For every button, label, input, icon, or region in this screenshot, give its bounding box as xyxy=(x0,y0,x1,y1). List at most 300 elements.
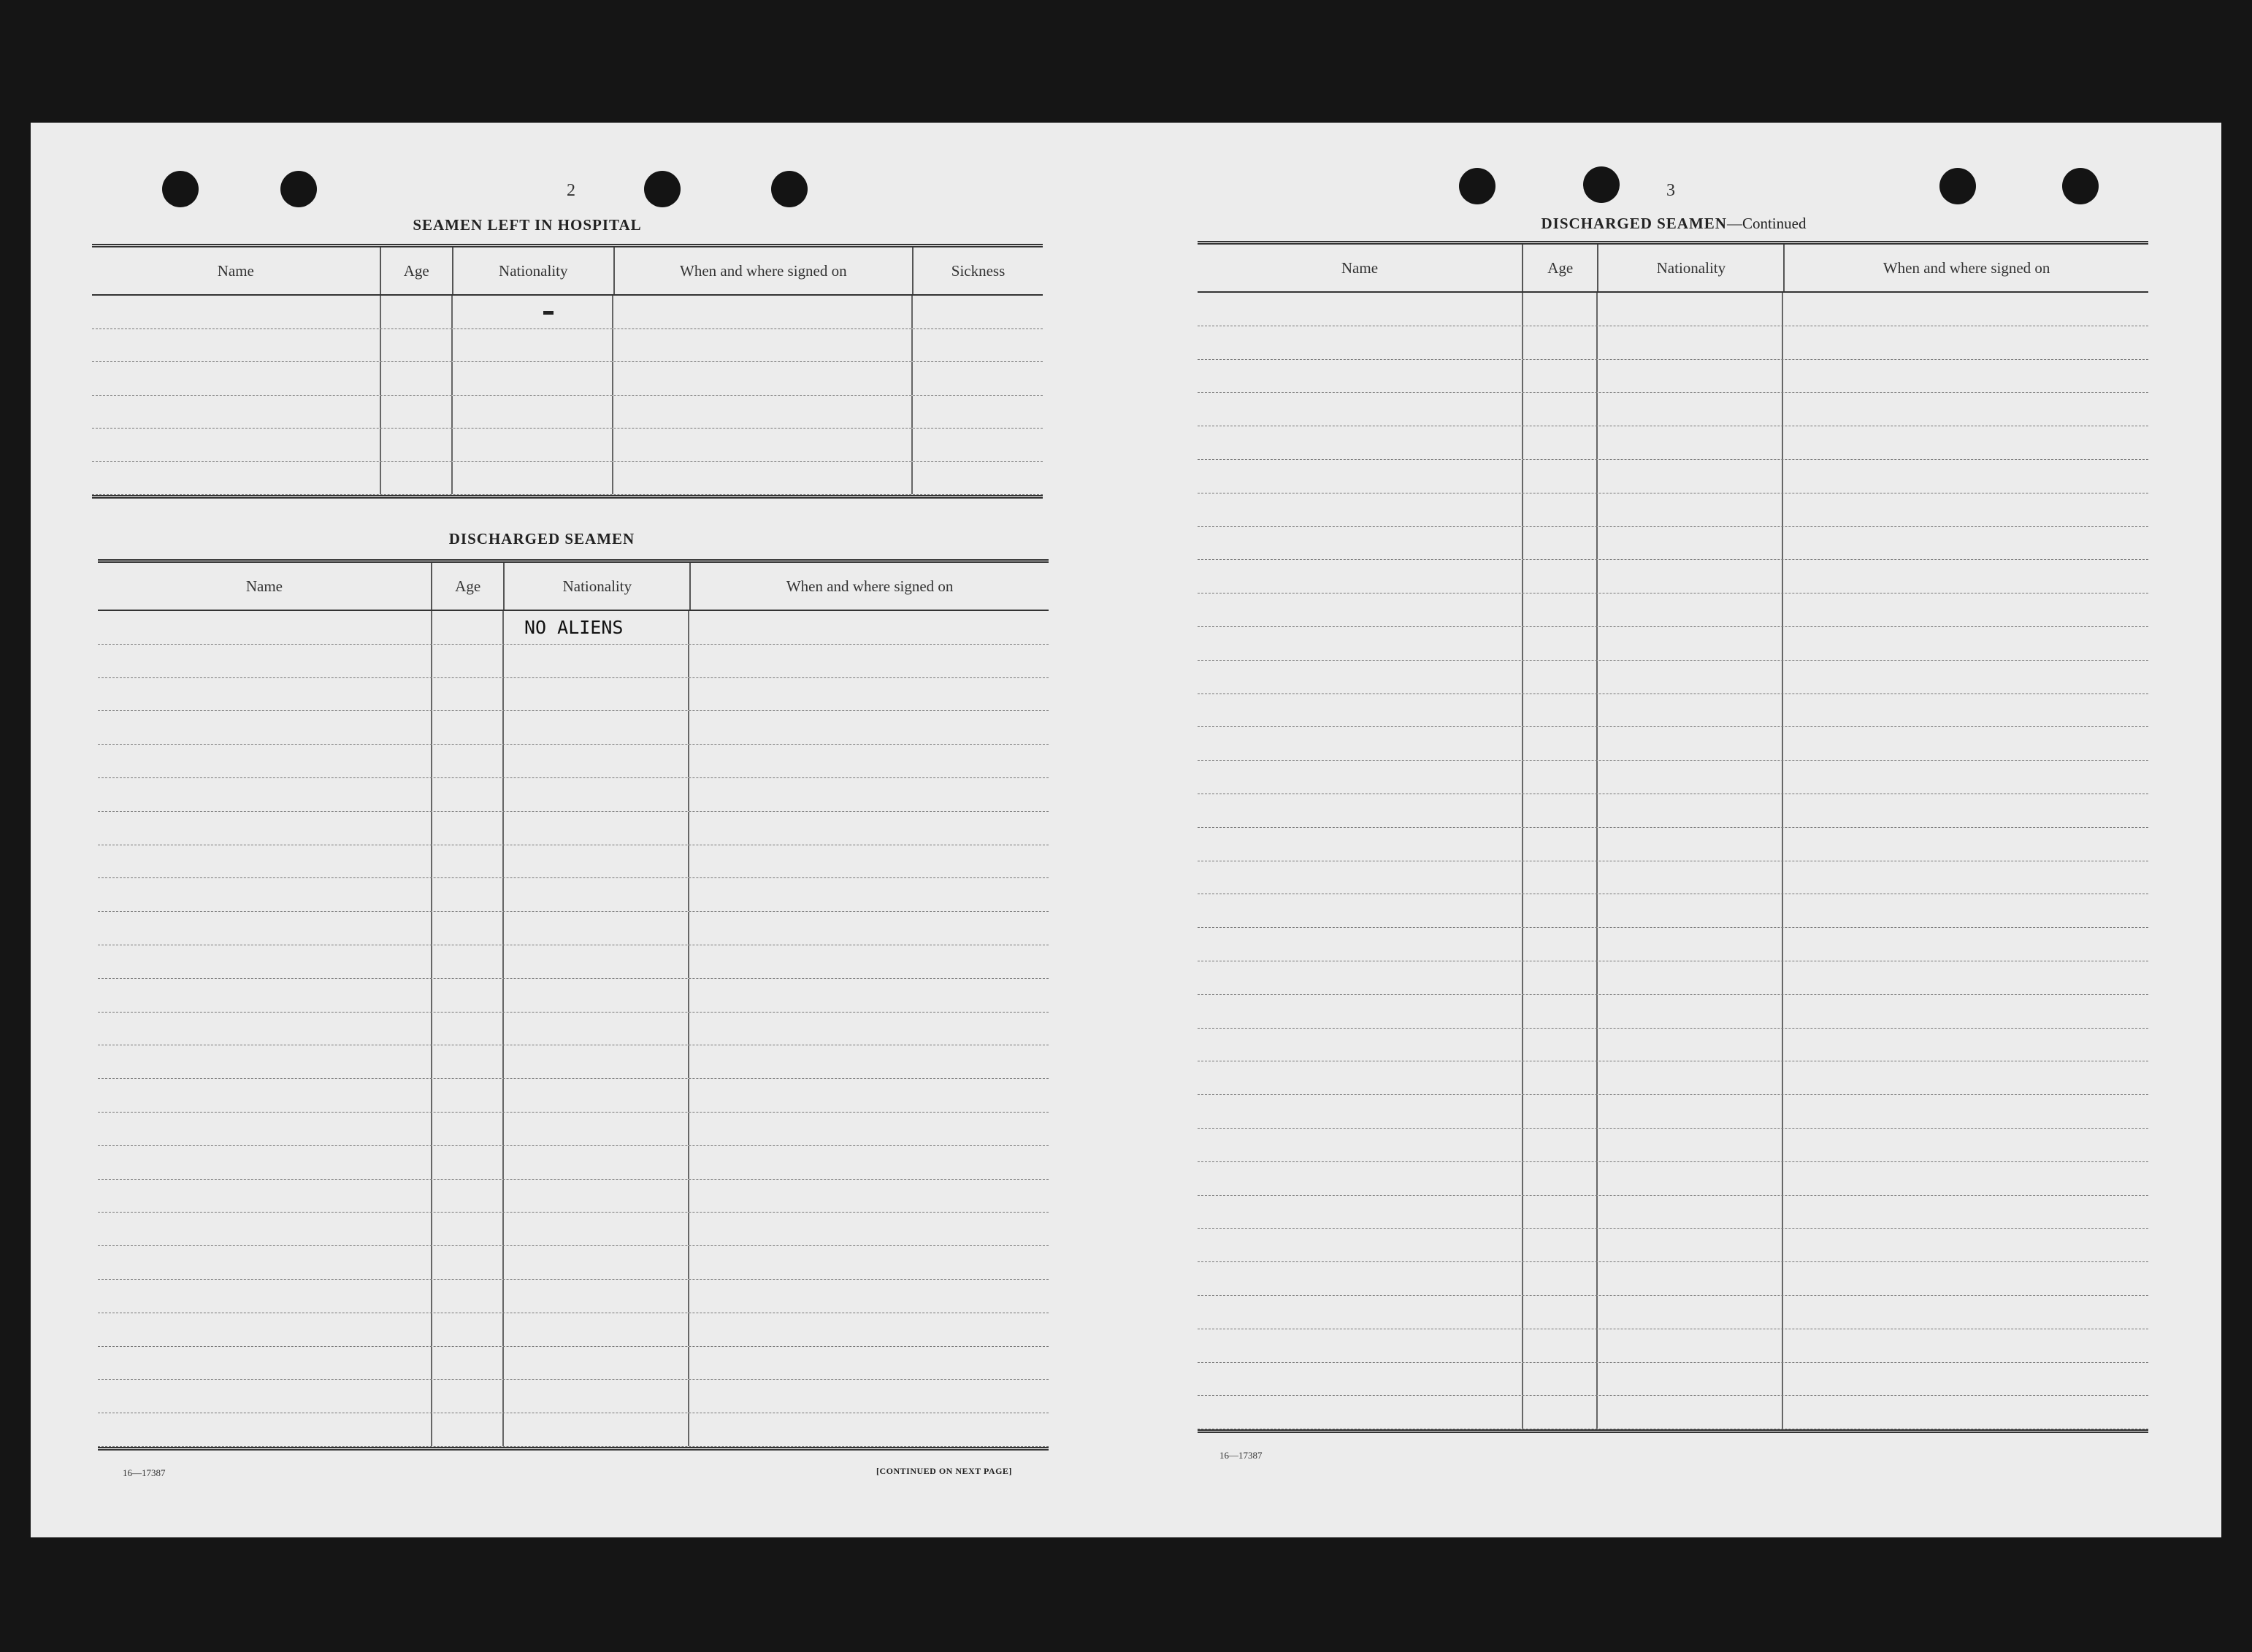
table-cell xyxy=(1598,426,1783,459)
table-cell xyxy=(453,296,613,329)
table-row xyxy=(92,429,1043,462)
table-cell xyxy=(1523,560,1598,593)
table-cell xyxy=(1523,426,1598,459)
column-header-age: Age xyxy=(432,563,505,610)
table-cell xyxy=(381,396,453,429)
table-row xyxy=(1198,1162,2148,1196)
table-cell xyxy=(1783,1095,2148,1128)
table-row xyxy=(1198,1329,2148,1363)
table-cell xyxy=(98,1079,432,1112)
table-cell xyxy=(1598,1162,1783,1195)
table-cell xyxy=(1598,360,1783,393)
table-cell xyxy=(1598,1396,1783,1429)
table-cell xyxy=(1523,1229,1598,1261)
table-cell xyxy=(1598,694,1783,727)
table-cell xyxy=(689,912,1049,945)
table-cell xyxy=(1598,1363,1783,1396)
table-cell xyxy=(1598,828,1783,861)
table-cell xyxy=(504,678,689,711)
table-cell xyxy=(381,296,453,329)
table-cell xyxy=(1198,1129,1523,1161)
table-cell xyxy=(1783,1162,2148,1195)
table-cell xyxy=(1783,894,2148,927)
table-cell xyxy=(504,1313,689,1346)
table-cell xyxy=(1523,995,1598,1028)
table-cell xyxy=(1198,593,1523,626)
table-row xyxy=(1198,828,2148,861)
table-cell xyxy=(913,329,1043,362)
table-cell xyxy=(98,678,432,711)
table-row xyxy=(92,462,1043,496)
table-row xyxy=(1198,560,2148,593)
table-cell xyxy=(1523,527,1598,560)
table-cell xyxy=(98,745,432,777)
table-cell xyxy=(98,1313,432,1346)
table-cell xyxy=(613,396,913,429)
table-cell xyxy=(504,912,689,945)
table-cell xyxy=(1598,995,1783,1028)
table-cell xyxy=(689,645,1049,677)
table-cell xyxy=(1783,928,2148,961)
table-row xyxy=(98,1079,1049,1113)
table-cell xyxy=(1523,894,1598,927)
table-cell xyxy=(1598,1129,1783,1161)
table-cell xyxy=(689,812,1049,845)
table-cell xyxy=(1523,961,1598,994)
table-cell xyxy=(1783,1329,2148,1362)
table-cell xyxy=(1198,727,1523,760)
column-header-when-where: When and where signed on xyxy=(615,247,914,294)
table-cell xyxy=(1523,1262,1598,1295)
table-cell xyxy=(92,362,381,395)
table-cell: NO ALIENS xyxy=(504,611,689,644)
table-row xyxy=(1198,593,2148,627)
punch-hole-icon xyxy=(280,171,317,207)
punch-hole-icon xyxy=(644,171,681,207)
table-row xyxy=(1198,1229,2148,1262)
table-cell xyxy=(98,1380,432,1413)
table-cell xyxy=(1783,828,2148,861)
table-row xyxy=(1198,1061,2148,1095)
table-cell xyxy=(1198,1296,1523,1329)
table-cell xyxy=(1523,794,1598,827)
table-row xyxy=(92,362,1043,396)
table-row xyxy=(98,611,1049,645)
table-row xyxy=(1198,1262,2148,1296)
table-cell xyxy=(1523,460,1598,493)
table-cell xyxy=(381,462,453,495)
table-row xyxy=(1198,460,2148,493)
table-cell xyxy=(1198,694,1523,727)
table-cell xyxy=(1198,761,1523,794)
table-cell xyxy=(1198,426,1523,459)
table-cell xyxy=(92,329,381,362)
table-cell xyxy=(1523,393,1598,426)
table-cell xyxy=(1523,326,1598,359)
table-cell xyxy=(689,678,1049,711)
table-row xyxy=(1198,727,2148,761)
table-row xyxy=(1198,694,2148,728)
table-cell xyxy=(453,329,613,362)
table-cell xyxy=(1198,1029,1523,1061)
table-cell xyxy=(1523,1196,1598,1229)
table-row xyxy=(1198,393,2148,426)
table-cell xyxy=(1198,1162,1523,1195)
table-cell xyxy=(432,979,504,1012)
table-cell xyxy=(1198,527,1523,560)
table-cell xyxy=(504,1413,689,1446)
table-cell xyxy=(432,1313,504,1346)
table-cell xyxy=(1783,1363,2148,1396)
table-cell xyxy=(1598,493,1783,526)
table-cell xyxy=(1523,360,1598,393)
table-cell xyxy=(1783,460,2148,493)
table-cell xyxy=(1783,493,2148,526)
table-cell xyxy=(432,845,504,878)
table-row xyxy=(98,678,1049,712)
table-cell xyxy=(1523,1396,1598,1429)
table-row xyxy=(1198,1196,2148,1229)
punch-hole-icon xyxy=(1459,168,1495,204)
table-cell xyxy=(432,678,504,711)
table-cell xyxy=(1198,1329,1523,1362)
table-cell xyxy=(98,812,432,845)
table-cell xyxy=(432,878,504,911)
column-header-name: Name xyxy=(92,247,381,294)
continued-note: [CONTINUED ON NEXT PAGE] xyxy=(876,1466,1012,1476)
table-cell xyxy=(1783,1296,2148,1329)
table-cell xyxy=(98,1413,432,1446)
table-cell xyxy=(1523,727,1598,760)
table-cell xyxy=(1523,828,1598,861)
table-cell xyxy=(98,1013,432,1045)
table-cell xyxy=(1598,761,1783,794)
table-cell xyxy=(504,1246,689,1279)
punch-hole-icon xyxy=(1939,168,1976,204)
table-cell xyxy=(1198,560,1523,593)
discharged-section-title: DISCHARGED SEAMEN xyxy=(448,530,635,548)
table-cell xyxy=(504,1213,689,1245)
table-cell xyxy=(689,1180,1049,1213)
table-cell xyxy=(913,396,1043,429)
table-cell xyxy=(1783,560,2148,593)
column-header-name: Name xyxy=(98,563,432,610)
table-cell xyxy=(913,462,1043,495)
table-cell xyxy=(504,878,689,911)
table-cell xyxy=(1198,861,1523,894)
table-cell xyxy=(1198,995,1523,1028)
table-cell xyxy=(689,845,1049,878)
table-row xyxy=(98,1113,1049,1146)
table-cell xyxy=(432,1213,504,1245)
table-row xyxy=(1198,1129,2148,1162)
table-row xyxy=(1198,995,2148,1029)
table-cell xyxy=(98,1246,432,1279)
table-row xyxy=(1198,426,2148,460)
column-header-nationality: Nationality xyxy=(453,247,615,294)
table-cell xyxy=(504,1180,689,1213)
table-cell xyxy=(453,362,613,395)
table-row xyxy=(98,1045,1049,1079)
table-row xyxy=(98,945,1049,979)
table-cell xyxy=(432,1280,504,1313)
table-cell xyxy=(432,1079,504,1112)
table-cell xyxy=(1198,928,1523,961)
table-cell xyxy=(689,1313,1049,1346)
discharged-table xyxy=(98,559,1049,1451)
table-cell xyxy=(1598,1196,1783,1229)
table-cell xyxy=(613,296,913,329)
table-cell xyxy=(913,362,1043,395)
table-cell xyxy=(1783,761,2148,794)
table-cell xyxy=(689,1413,1049,1446)
table-cell xyxy=(1523,661,1598,694)
table-cell xyxy=(1523,593,1598,626)
table-row xyxy=(98,1246,1049,1280)
table-cell xyxy=(613,362,913,395)
table-cell xyxy=(98,778,432,811)
table-cell xyxy=(1783,393,2148,426)
table-cell xyxy=(1783,1229,2148,1261)
table-cell xyxy=(504,1280,689,1313)
table-cell xyxy=(1523,1162,1598,1195)
discharged-table-header xyxy=(98,563,1049,611)
table-cell xyxy=(1783,1129,2148,1161)
table-cell xyxy=(1783,727,2148,760)
table-cell xyxy=(689,1079,1049,1112)
table-cell xyxy=(432,1246,504,1279)
table-cell xyxy=(1198,794,1523,827)
table-cell xyxy=(1198,360,1523,393)
table-row xyxy=(1198,1296,2148,1329)
table-cell xyxy=(98,1045,432,1078)
page-number-left: 2 xyxy=(567,181,575,200)
table-cell xyxy=(1198,961,1523,994)
table-cell xyxy=(504,1347,689,1380)
table-cell xyxy=(432,711,504,744)
table-cell xyxy=(1598,861,1783,894)
table-row xyxy=(1198,493,2148,527)
table-row xyxy=(98,745,1049,778)
punch-hole-icon xyxy=(2062,168,2099,204)
table-cell xyxy=(1783,1196,2148,1229)
table-cell xyxy=(92,429,381,461)
table-cell xyxy=(689,1013,1049,1045)
table-cell xyxy=(1523,627,1598,660)
punch-hole-icon xyxy=(1583,166,1620,203)
table-cell xyxy=(1523,493,1598,526)
table-cell xyxy=(432,611,504,644)
table-cell xyxy=(1598,727,1783,760)
table-cell xyxy=(504,812,689,845)
table-cell xyxy=(98,1146,432,1179)
table-cell xyxy=(1783,1396,2148,1429)
column-header-nationality: Nationality xyxy=(505,563,691,610)
table-cell xyxy=(432,645,504,677)
table-cell xyxy=(1598,794,1783,827)
table-row xyxy=(1198,894,2148,928)
table-cell xyxy=(689,1380,1049,1413)
table-cell xyxy=(1523,1363,1598,1396)
table-cell xyxy=(98,878,432,911)
table-row xyxy=(98,912,1049,945)
table-cell xyxy=(504,711,689,744)
table-cell xyxy=(1598,961,1783,994)
table-row xyxy=(1198,326,2148,360)
table-row xyxy=(98,1280,1049,1313)
table-row xyxy=(98,878,1049,912)
table-cell xyxy=(1523,761,1598,794)
table-row xyxy=(98,711,1049,745)
table-cell xyxy=(432,1413,504,1446)
table-cell xyxy=(1198,1229,1523,1261)
table-cell xyxy=(1198,1095,1523,1128)
table-cell xyxy=(432,945,504,978)
hospital-table xyxy=(92,244,1043,499)
table-row xyxy=(98,1347,1049,1380)
table-row xyxy=(1198,1029,2148,1062)
table-cell xyxy=(98,1113,432,1145)
table-row xyxy=(92,296,1043,329)
column-header-nationality: Nationality xyxy=(1598,245,1785,291)
table-cell xyxy=(1783,661,2148,694)
table-cell xyxy=(504,645,689,677)
table-cell xyxy=(1598,560,1783,593)
discharged-continued-table-header xyxy=(1198,245,2148,293)
table-cell xyxy=(98,611,432,644)
table-cell xyxy=(1598,593,1783,626)
table-cell xyxy=(432,1380,504,1413)
table-cell xyxy=(1523,928,1598,961)
table-cell xyxy=(1598,1329,1783,1362)
table-cell xyxy=(913,296,1043,329)
column-header-age: Age xyxy=(381,247,453,294)
table-cell xyxy=(1198,293,1523,326)
table-cell xyxy=(1783,961,2148,994)
table-cell xyxy=(689,979,1049,1012)
table-row xyxy=(98,1313,1049,1347)
table-cell xyxy=(98,912,432,945)
table-row xyxy=(98,1413,1049,1447)
table-cell xyxy=(92,296,381,329)
table-cell xyxy=(1198,326,1523,359)
table-row xyxy=(1198,761,2148,794)
table-cell xyxy=(504,945,689,978)
column-header-when-where: When and where signed on xyxy=(1883,258,2050,277)
table-cell xyxy=(1523,1296,1598,1329)
table-row xyxy=(92,329,1043,363)
table-cell xyxy=(98,645,432,677)
table-cell xyxy=(504,979,689,1012)
table-cell xyxy=(689,1146,1049,1179)
table-cell xyxy=(98,845,432,878)
table-cell xyxy=(1198,828,1523,861)
table-cell xyxy=(1198,1262,1523,1295)
punch-hole-icon xyxy=(771,171,808,207)
table-row xyxy=(98,645,1049,678)
discharged-continued-title xyxy=(1418,215,1929,233)
table-cell xyxy=(98,1280,432,1313)
table-cell xyxy=(1783,527,2148,560)
table-cell xyxy=(1783,360,2148,393)
table-cell xyxy=(1783,861,2148,894)
table-cell xyxy=(1598,1296,1783,1329)
column-header-when-where: When and where signed on xyxy=(786,577,954,595)
table-row xyxy=(1198,1396,2148,1429)
table-cell xyxy=(1523,694,1598,727)
table-row xyxy=(98,1213,1049,1246)
form-code-left: 16—17387 xyxy=(123,1467,166,1478)
table-row xyxy=(1198,928,2148,961)
table-cell xyxy=(504,845,689,878)
table-cell xyxy=(504,745,689,777)
table-cell xyxy=(613,429,913,461)
table-cell xyxy=(92,396,381,429)
table-cell xyxy=(1598,1061,1783,1094)
table-cell xyxy=(1783,694,2148,727)
table-cell xyxy=(1783,1262,2148,1295)
table-cell xyxy=(98,711,432,744)
table-cell xyxy=(1783,593,2148,626)
page-number-right: 3 xyxy=(1666,181,1675,200)
table-cell xyxy=(1198,1363,1523,1396)
table-cell xyxy=(1523,861,1598,894)
column-header-name: Name xyxy=(1198,245,1523,291)
table-cell xyxy=(1523,1061,1598,1094)
table-row xyxy=(1198,661,2148,694)
column-header-sickness: Sickness xyxy=(951,261,1006,280)
table-cell xyxy=(1783,794,2148,827)
table-cell xyxy=(504,778,689,811)
table-cell xyxy=(432,1113,504,1145)
table-row xyxy=(98,1146,1049,1180)
table-cell xyxy=(689,945,1049,978)
table-cell xyxy=(689,1213,1049,1245)
table-row xyxy=(98,1180,1049,1213)
table-cell xyxy=(689,1280,1049,1313)
table-cell xyxy=(689,878,1049,911)
table-cell xyxy=(613,329,913,362)
table-cell xyxy=(1598,393,1783,426)
table-row xyxy=(98,778,1049,812)
table-cell xyxy=(504,1045,689,1078)
table-row xyxy=(1198,861,2148,895)
dash-mark xyxy=(543,311,554,315)
table-cell xyxy=(453,396,613,429)
table-cell xyxy=(432,1347,504,1380)
table-cell xyxy=(1783,293,2148,326)
table-cell xyxy=(504,1380,689,1413)
table-cell xyxy=(1198,1061,1523,1094)
table-cell xyxy=(1598,1095,1783,1128)
table-cell xyxy=(1198,661,1523,694)
table-cell xyxy=(1598,894,1783,927)
table-cell xyxy=(1598,527,1783,560)
table-cell xyxy=(1783,627,2148,660)
table-cell xyxy=(1523,1029,1598,1061)
table-cell xyxy=(1598,928,1783,961)
table-cell xyxy=(1198,1196,1523,1229)
table-cell xyxy=(98,1213,432,1245)
table-cell xyxy=(1598,293,1783,326)
table-cell xyxy=(381,329,453,362)
table-row xyxy=(92,396,1043,429)
table-cell xyxy=(453,462,613,495)
table-cell xyxy=(98,1347,432,1380)
table-cell xyxy=(92,462,381,495)
table-cell xyxy=(1198,894,1523,927)
table-cell xyxy=(1598,661,1783,694)
